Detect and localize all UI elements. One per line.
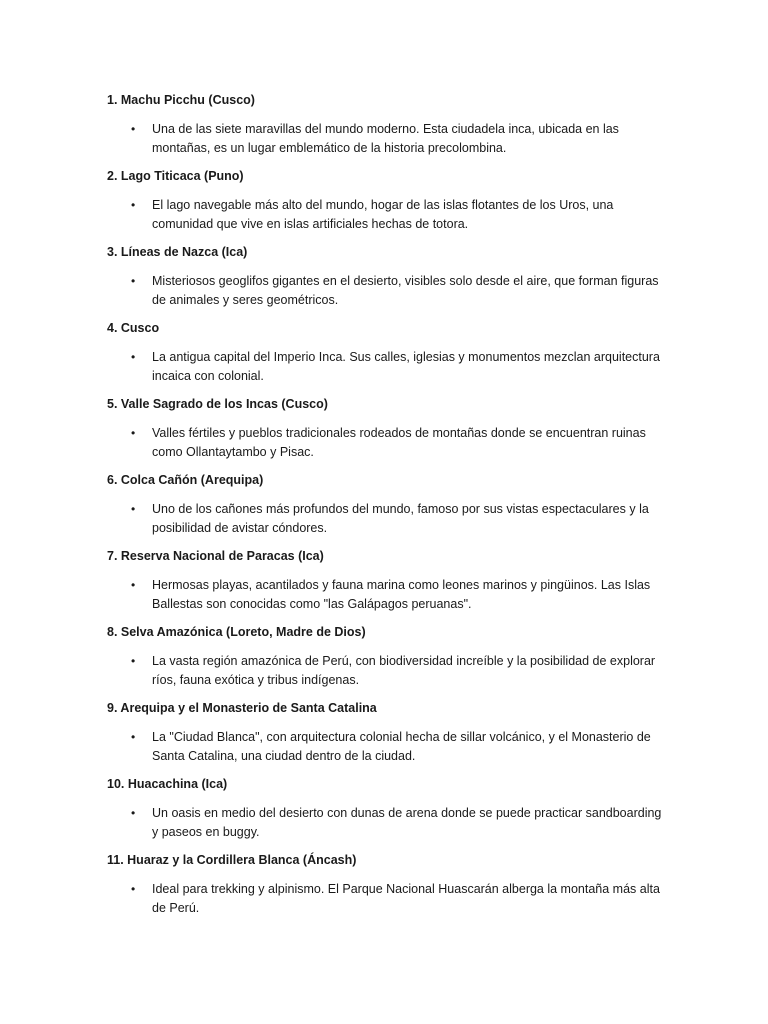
- bullet-text: Misteriosos geoglifos gigantes en el desierto, visibles solo desde el aire, que forman figuras de animales y seres geométricos.: [152, 274, 659, 307]
- bullet-item: [107, 348, 667, 386]
- bullet-list: [107, 804, 667, 842]
- bullet-icon: •: [131, 730, 136, 744]
- bullet-item: [107, 272, 667, 310]
- section-title: 9. Arequipa y el Monasterio de Santa Catalina: [107, 701, 377, 715]
- bullet-icon: •: [131, 654, 136, 668]
- bullet-icon: •: [131, 578, 136, 592]
- bullet-icon: •: [131, 502, 136, 516]
- bullet-list: [107, 272, 667, 310]
- section-title: 3. Líneas de Nazca (Ica): [107, 245, 248, 259]
- bullet-text: Uno de los cañones más profundos del mundo, famoso por sus vistas espectaculares y la posibilidad de avistar cóndores.: [152, 502, 649, 535]
- bullet-icon: •: [131, 350, 136, 364]
- bullet-item: [107, 500, 667, 538]
- section: [107, 91, 667, 158]
- section: [107, 623, 667, 690]
- bullet-text: El lago navegable más alto del mundo, hogar de las islas flotantes de los Uros, una comunidad que vive en islas artificiales hechas de totora.: [152, 198, 614, 231]
- bullet-list: [107, 348, 667, 386]
- bullet-item: [107, 728, 667, 766]
- section: [107, 395, 667, 462]
- bullet-icon: •: [131, 274, 136, 288]
- bullet-list: [107, 196, 667, 234]
- bullet-text: La "Ciudad Blanca", con arquitectura colonial hecha de sillar volcánico, y el Monasterio de Santa Catalina, una ciudad dentro de la ciudad.: [152, 730, 651, 763]
- section-title: 10. Huacachina (Ica): [107, 777, 228, 791]
- section: [107, 243, 667, 310]
- bullet-list: [107, 880, 667, 918]
- bullet-icon: •: [131, 882, 136, 896]
- bullet-list: [107, 424, 667, 462]
- bullet-text: Un oasis en medio del desierto con dunas de arena donde se puede practicar sandboarding y paseos en buggy.: [152, 806, 662, 839]
- section-title: 1. Machu Picchu (Cusco): [107, 93, 255, 107]
- bullet-item: [107, 424, 667, 462]
- bullet-text: La vasta región amazónica de Perú, con biodiversidad increíble y la posibilidad de explorar ríos, fauna exótica y tribus indígenas.: [152, 654, 656, 687]
- section-title: 6. Colca Cañón (Arequipa): [107, 473, 264, 487]
- section: [107, 851, 667, 918]
- bullet-text: Una de las siete maravillas del mundo moderno. Esta ciudadela inca, ubicada en las montañas, es un lugar emblemático de la historia precolombina.: [152, 122, 619, 155]
- section: [107, 775, 667, 842]
- bullet-icon: •: [131, 122, 136, 136]
- section-title: 11. Huaraz y la Cordillera Blanca (Áncash): [107, 853, 357, 867]
- section-title: 5. Valle Sagrado de los Incas (Cusco): [107, 397, 328, 411]
- bullet-icon: •: [131, 198, 136, 212]
- bullet-item: [107, 120, 667, 158]
- section: [107, 319, 667, 386]
- section-title: 8. Selva Amazónica (Loreto, Madre de Dios): [107, 625, 366, 639]
- bullet-icon: •: [131, 806, 136, 820]
- section: [107, 471, 667, 538]
- section: [107, 547, 667, 614]
- section-title: 7. Reserva Nacional de Paracas (Ica): [107, 549, 324, 563]
- bullet-item: [107, 652, 667, 690]
- bullet-list: [107, 576, 667, 614]
- bullet-list: [107, 500, 667, 538]
- bullet-list: [107, 728, 667, 766]
- section: [107, 167, 667, 234]
- bullet-text: Hermosas playas, acantilados y fauna marina como leones marinos y pingüinos. Las Islas Ballestas son conocidas como "las Galápagos peruanas".: [152, 578, 651, 611]
- document-page: [107, 91, 667, 927]
- bullet-text: Valles fértiles y pueblos tradicionales rodeados de montañas donde se encuentran ruinas como Ollantaytambo y Pisac.: [152, 426, 646, 459]
- section-title: 2. Lago Titicaca (Puno): [107, 169, 244, 183]
- section: [107, 699, 667, 766]
- bullet-item: [107, 880, 667, 918]
- bullet-item: [107, 576, 667, 614]
- bullet-item: [107, 804, 667, 842]
- bullet-icon: •: [131, 426, 136, 440]
- bullet-list: [107, 120, 667, 158]
- bullet-text: La antigua capital del Imperio Inca. Sus calles, iglesias y monumentos mezclan arquitectura incaica con colonial.: [152, 350, 660, 383]
- section-title: 4. Cusco: [107, 321, 160, 335]
- bullet-text: Ideal para trekking y alpinismo. El Parque Nacional Huascarán alberga la montaña más alta de Perú.: [152, 882, 660, 915]
- bullet-list: [107, 652, 667, 690]
- bullet-item: [107, 196, 667, 234]
